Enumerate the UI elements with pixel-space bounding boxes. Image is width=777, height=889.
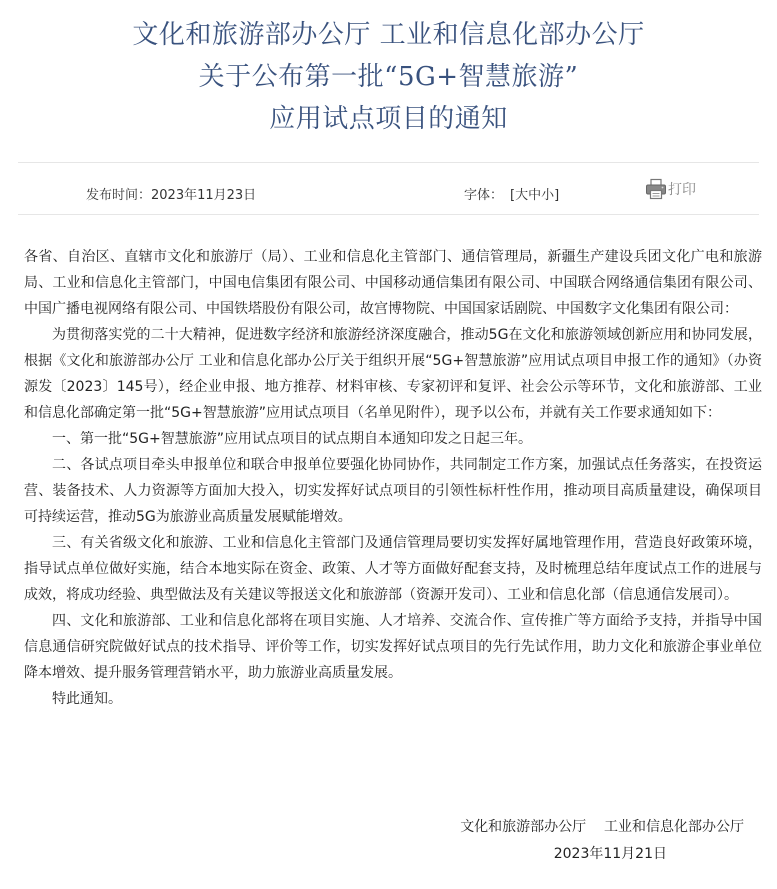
body-paragraph: 三、有关省级文化和旅游、工业和信息化主管部门及通信管理局要切实发挥好属地管理作用，营造良好政策环境，指导试点单位做好实施，结合本地实际在资金、政策、人才等方面做好配套支持，及时梳理总结年度试点工作的进展与成效，将成功经验、典型做法及有关建议等报送文化和旅游部（资源开发司）、工业和信息化部（信息通信发展司）。 — [24, 535, 762, 603]
title-line-3: 应用试点项目的通知 — [269, 104, 508, 134]
signature-date: 2023年11月21日 — [553, 846, 667, 862]
title-line-1: 文化和旅游部办公厅 工业和信息化部办公厅 — [132, 20, 645, 50]
notice-body — [24, 244, 762, 712]
print-label: 打印 — [668, 182, 696, 198]
notice-title — [0, 14, 777, 140]
body-paragraph: 一、第一批“5G+智慧旅游”应用试点项目的试点期自本通知印发之日起三年。 — [52, 431, 532, 447]
title-line-2: 关于公布第一批“5G+智慧旅游” — [198, 62, 579, 92]
meta-row — [0, 184, 777, 206]
font-size-switcher[interactable]: [大中小] — [510, 188, 560, 203]
addressee-paragraph: 各省、自治区、直辖市文化和旅游厅（局）、工业和信息化主管部门、通信管理局，新疆生产建设兵团文化广电和旅游局、工业和信息化主管部门，中国电信集团有限公司、中国移动通信集团有限公司、中国联合网络通信集团有限公司、中国广播电视网络有限公司、中国铁塔股份有限公司，故宫博物院、中国国家话剧院、中国数字文化集团有限公司： — [24, 249, 762, 317]
top-divider — [18, 162, 759, 163]
body-paragraph: 为贯彻落实党的二十大精神，促进数字经济和旅游经济深度融合，推动5G在文化和旅游领域创新应用和协同发展，根据《文化和旅游部办公厅 工业和信息化部办公厅关于组织开展“5G+智慧旅游”应用试点项目申报工作的通知》（办资源发〔2023〕145号），经企业申报、地方推荐、材料审核、专家初评和复评、社会公示等环节，文化和旅游部、工业和信息化部确定第一批“5G+智慧旅游”应用试点项目（名单见附件），现予以公布，并就有关工作要求通知如下： — [24, 327, 762, 421]
signature-orgs: 文化和旅游部办公厅 工业和信息化部办公厅 — [460, 819, 744, 835]
body-paragraph: 四、文化和旅游部、工业和信息化部将在项目实施、人才培养、交流合作、宣传推广等方面给予支持，并指导中国信息通信研究院做好试点的技术指导、评价等工作，切实发挥好试点项目的先行先试作用，助力文化和旅游企事业单位降本增效、提升服务管理营销水平，助力旅游业高质量发展。 — [24, 613, 762, 681]
font-size-label: 字体： — [464, 188, 504, 203]
bottom-divider — [18, 214, 759, 215]
print-button[interactable] — [645, 178, 696, 200]
publish-date: 发布时间：2023年11月23日 — [86, 188, 257, 203]
closing-line: 特此通知。 — [52, 691, 122, 707]
printer-icon — [645, 178, 667, 200]
body-paragraph: 二、各试点项目牵头申报单位和联合申报单位要强化协同协作，共同制定工作方案，加强试点任务落实，在投资运营、装备技术、人力资源等方面加大投入，切实发挥好试点项目的引领性标杆性作用，推动项目高质量建设，确保项目可持续运营，推动5G为旅游业高质量发展赋能增效。 — [24, 457, 762, 525]
